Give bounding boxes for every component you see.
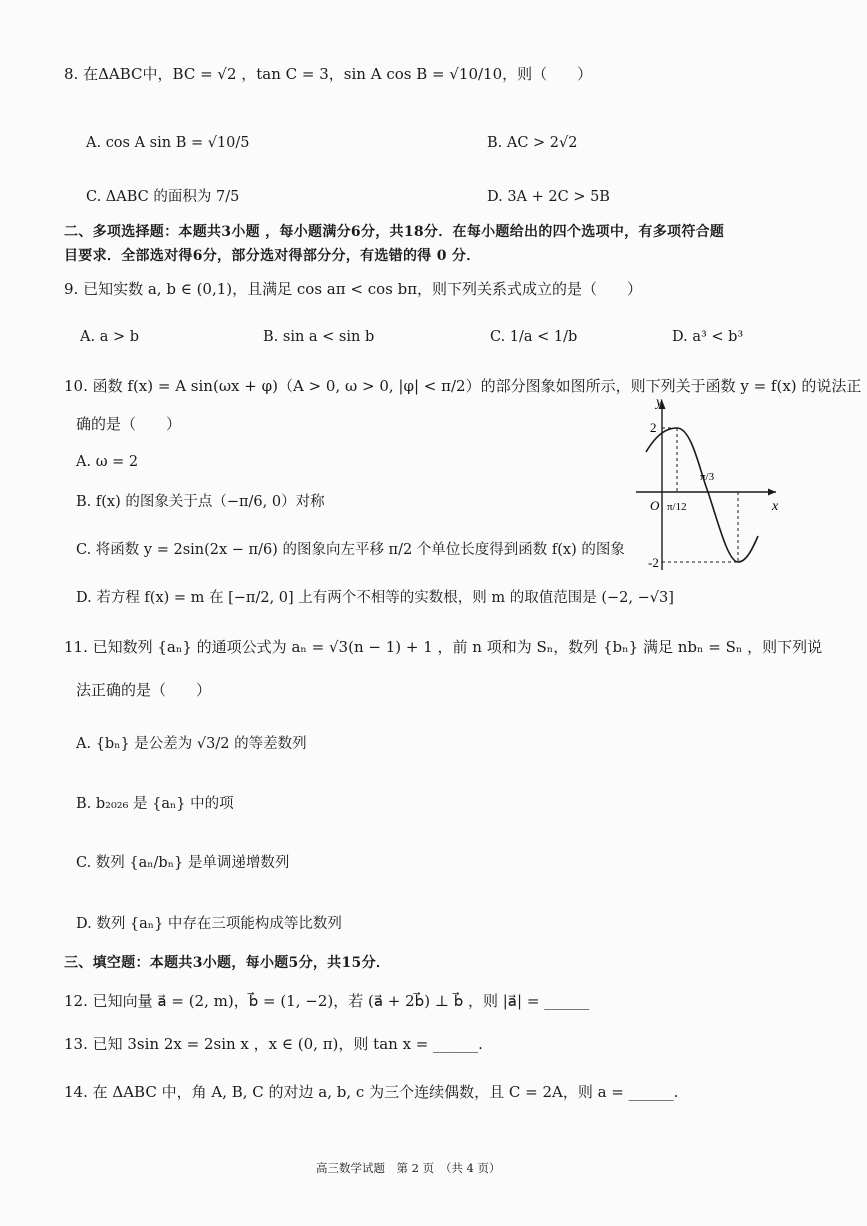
section3-heading: 三、填空题：本题共3小题，每小题5分，共15分． — [64, 955, 391, 971]
q10-option-c: C. 将函数 y = 2sin(2x − π/6) 的图象向左平移 π/2 个单位长度得到函数 f(x) 的图象 — [76, 542, 625, 558]
y-tick-neg2: -2 — [648, 555, 659, 570]
q11-option-a: A. {bₙ} 是公差为 √3/2 的等差数列 — [76, 736, 307, 752]
section2-heading-line1: 二、多项选择题：本题共3小题 ，每小题满分6分，共18分．在每小题给出的四个选项中，有多项符合题 — [64, 224, 725, 240]
q9-option-c: C. 1/a < 1/b — [490, 329, 578, 345]
q8-option-c: C. ΔABC 的面积为 7/5 — [86, 189, 240, 205]
x-tick-pi-3: π/3 — [700, 471, 715, 483]
x-tick-pi-12: π/12 — [667, 501, 687, 513]
x-axis-label: x — [772, 499, 779, 514]
y-axis-label: y — [656, 395, 663, 410]
q12-stem: 12. 已知向量 a⃗ = (2, m)，b⃗ = (1, −2)，若 (a⃗ + 2b⃗) ⊥ b⃗ ，则 |a⃗| = ______ — [64, 992, 590, 1010]
q9-stem: 9. 已知实数 a, b ∈ (0,1)，且满足 cos aπ < cos bπ，则下列关系式成立的是（ ） — [64, 280, 643, 298]
q9-option-a: A. a > b — [80, 329, 139, 345]
q10-stem-line2: 确的是（ ） — [76, 415, 182, 433]
q10-option-b: B. f(x) 的图象关于点（−π/6, 0）对称 — [76, 494, 325, 510]
q10-option-d: D. 若方程 f(x) = m 在 [−π/2, 0] 上有两个不相等的实数根，则 m 的取值范围是 (−2, −√3] — [76, 590, 674, 606]
x-axis-arrow — [768, 489, 776, 496]
q11-option-c: C. 数列 {aₙ/bₙ} 是单调递增数列 — [76, 855, 290, 871]
q9-option-b: B. sin a < sin b — [263, 329, 375, 345]
q11-option-b: B. b₂₀₂₆ 是 {aₙ} 中的项 — [76, 796, 234, 812]
q8-option-b: B. AC > 2√2 — [487, 135, 578, 151]
q11-stem-line1: 11. 已知数列 {aₙ} 的通项公式为 aₙ = √3(n − 1) + 1 ，前 n 项和为 Sₙ，数列 {bₙ} 满足 nbₙ = Sₙ ，则下列说 — [64, 638, 823, 656]
y-tick-2: 2 — [650, 420, 657, 435]
section2-heading-line2: 目要求．全部选对得6分，部分选对得部分分，有选错的得 0 分． — [64, 248, 481, 264]
q10-stem-line1: 10. 函数 f(x) = A sin(ωx + φ)（A > 0, ω > 0, |φ| < π/2）的部分图象如图所示，则下列关于函数 y = f(x) 的说法正 — [64, 377, 862, 395]
q11-stem-line2: 法正确的是（ ） — [76, 681, 212, 699]
sine-curve — [646, 428, 758, 562]
q8-option-d: D. 3A + 2C > 5B — [487, 189, 610, 205]
q8-option-a: A. cos A sin B = √10/5 — [86, 135, 250, 151]
q9-option-d: D. a³ < b³ — [672, 329, 744, 345]
q8-stem: 8. 在ΔABC中，BC = √2 ，tan C = 3，sin A cos B = √10/10，则（ ） — [64, 65, 593, 83]
page-footer: 高三数学试题 第 2 页 （共 4 页） — [316, 1161, 501, 1175]
q11-option-d: D. 数列 {aₙ} 中存在三项能构成等比数列 — [76, 916, 342, 932]
origin-label: O — [650, 498, 660, 513]
sine-graph-figure — [636, 392, 786, 572]
q14-stem: 14. 在 ΔABC 中，角 A, B, C 的对边 a, b, c 为三个连续偶数，且 C = 2A，则 a = ______. — [64, 1083, 679, 1101]
q13-stem: 13. 已知 3sin 2x = 2sin x ，x ∈ (0, π)，则 tan x = ______. — [64, 1035, 483, 1053]
q10-option-a: A. ω = 2 — [76, 454, 139, 470]
